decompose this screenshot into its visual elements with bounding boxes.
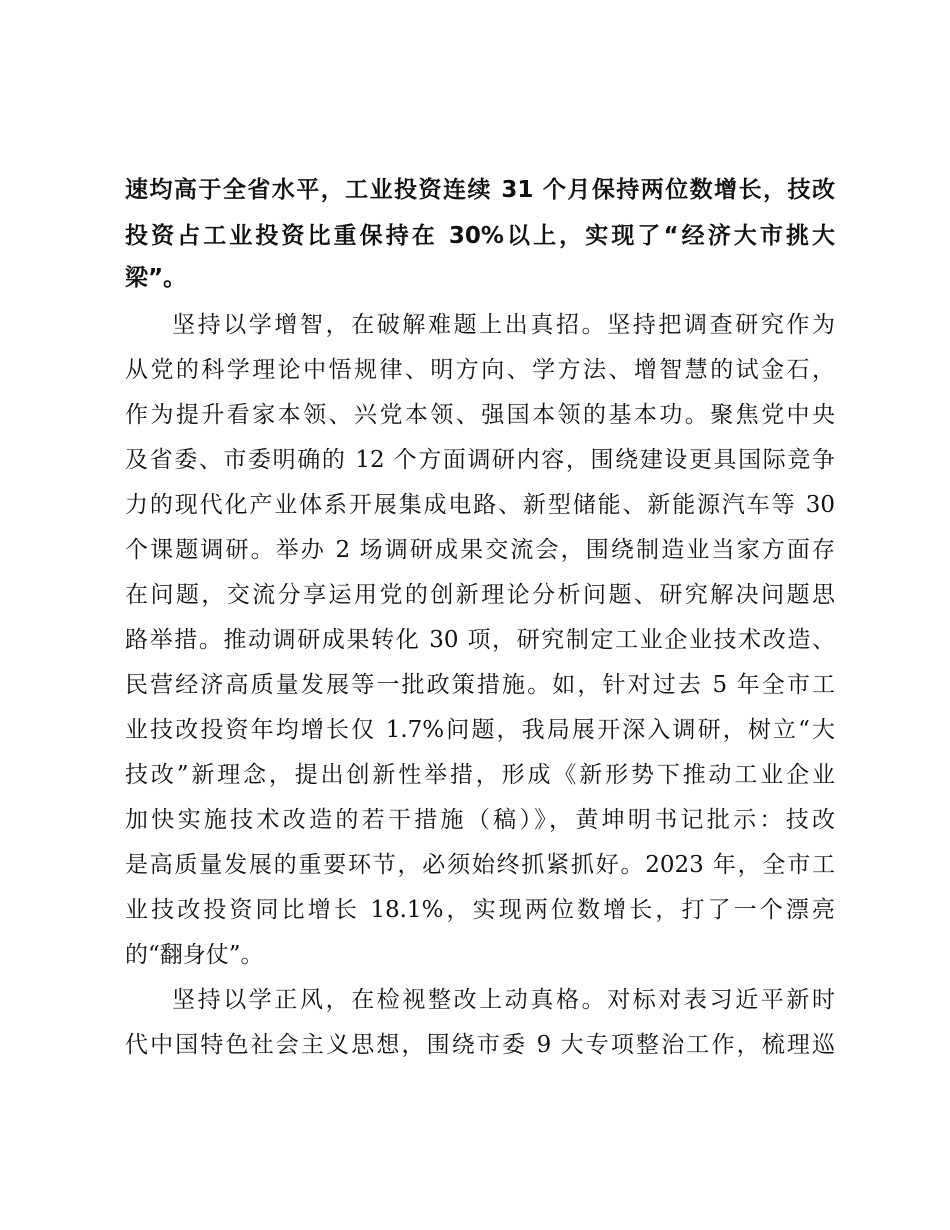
paragraph-1-line-1: 速均高于全省水平，工业投资连续 31 个月保持两位数增长，技改: [125, 177, 835, 203]
paragraph-2-line-11: 技改”新理念，提出创新性举措，形成《新形势下推动工业企业: [125, 762, 835, 788]
paragraph-2-line-12: 加快实施技术改造的若干措施（稿）》，黄坤明书记批示：技改: [125, 807, 835, 833]
paragraph-2-line-6: 个课题调研。举办 2 场调研成果交流会，围绕制造业当家方面存: [125, 537, 835, 563]
paragraph-1-line-2: 投资占工业投资比重保持在 30%以上，实现了“经济大市挑大: [125, 223, 835, 249]
paragraph-2-line-3: 作为提升看家本领、兴党本领、强国本领的基本功。聚焦党中央: [125, 402, 835, 428]
paragraph-2-line-1: 坚持以学增智，在破解难题上出真招。坚持把调查研究作为: [172, 312, 835, 338]
paragraph-2-line-7: 在问题，交流分享运用党的创新理论分析问题、研究解决问题思: [125, 582, 835, 608]
paragraph-3-line-1: 坚持以学正风，在检视整改上动真格。对标对表习近平新时: [172, 987, 835, 1013]
paragraph-2-line-5: 力的现代化产业体系开展集成电路、新型储能、新能源汽车等 30: [125, 492, 835, 518]
paragraph-2-line-10: 业技改投资年均增长仅 1.7%问题，我局展开深入调研，树立“大: [125, 717, 835, 743]
paragraph-2-line-2: 从党的科学理论中悟规律、明方向、学方法、增智慧的试金石，: [125, 357, 835, 383]
paragraph-2-line-15: 的“翻身仗”。: [125, 942, 264, 968]
paragraph-2-line-4: 及省委、市委明确的 12 个方面调研内容，围绕建设更具国际竞争: [125, 447, 835, 473]
paragraph-2-line-8: 路举措。推动调研成果转化 30 项，研究制定工业企业技术改造、: [125, 627, 835, 653]
paragraph-3-line-2: 代中国特色社会主义思想，围绕市委 9 大专项整治工作，梳理巡: [125, 1032, 835, 1058]
paragraph-2-line-13: 是高质量发展的重要环节，必须始终抓紧抓好。2023 年，全市工: [125, 852, 835, 878]
paragraph-2-line-9: 民营经济高质量发展等一批政策措施。如，针对过去 5 年全市工: [125, 672, 835, 698]
paragraph-1-line-3: 梁”。: [125, 265, 187, 291]
paragraph-2-line-14: 业技改投资同比增长 18.1%，实现两位数增长，打了一个漂亮: [125, 897, 835, 923]
